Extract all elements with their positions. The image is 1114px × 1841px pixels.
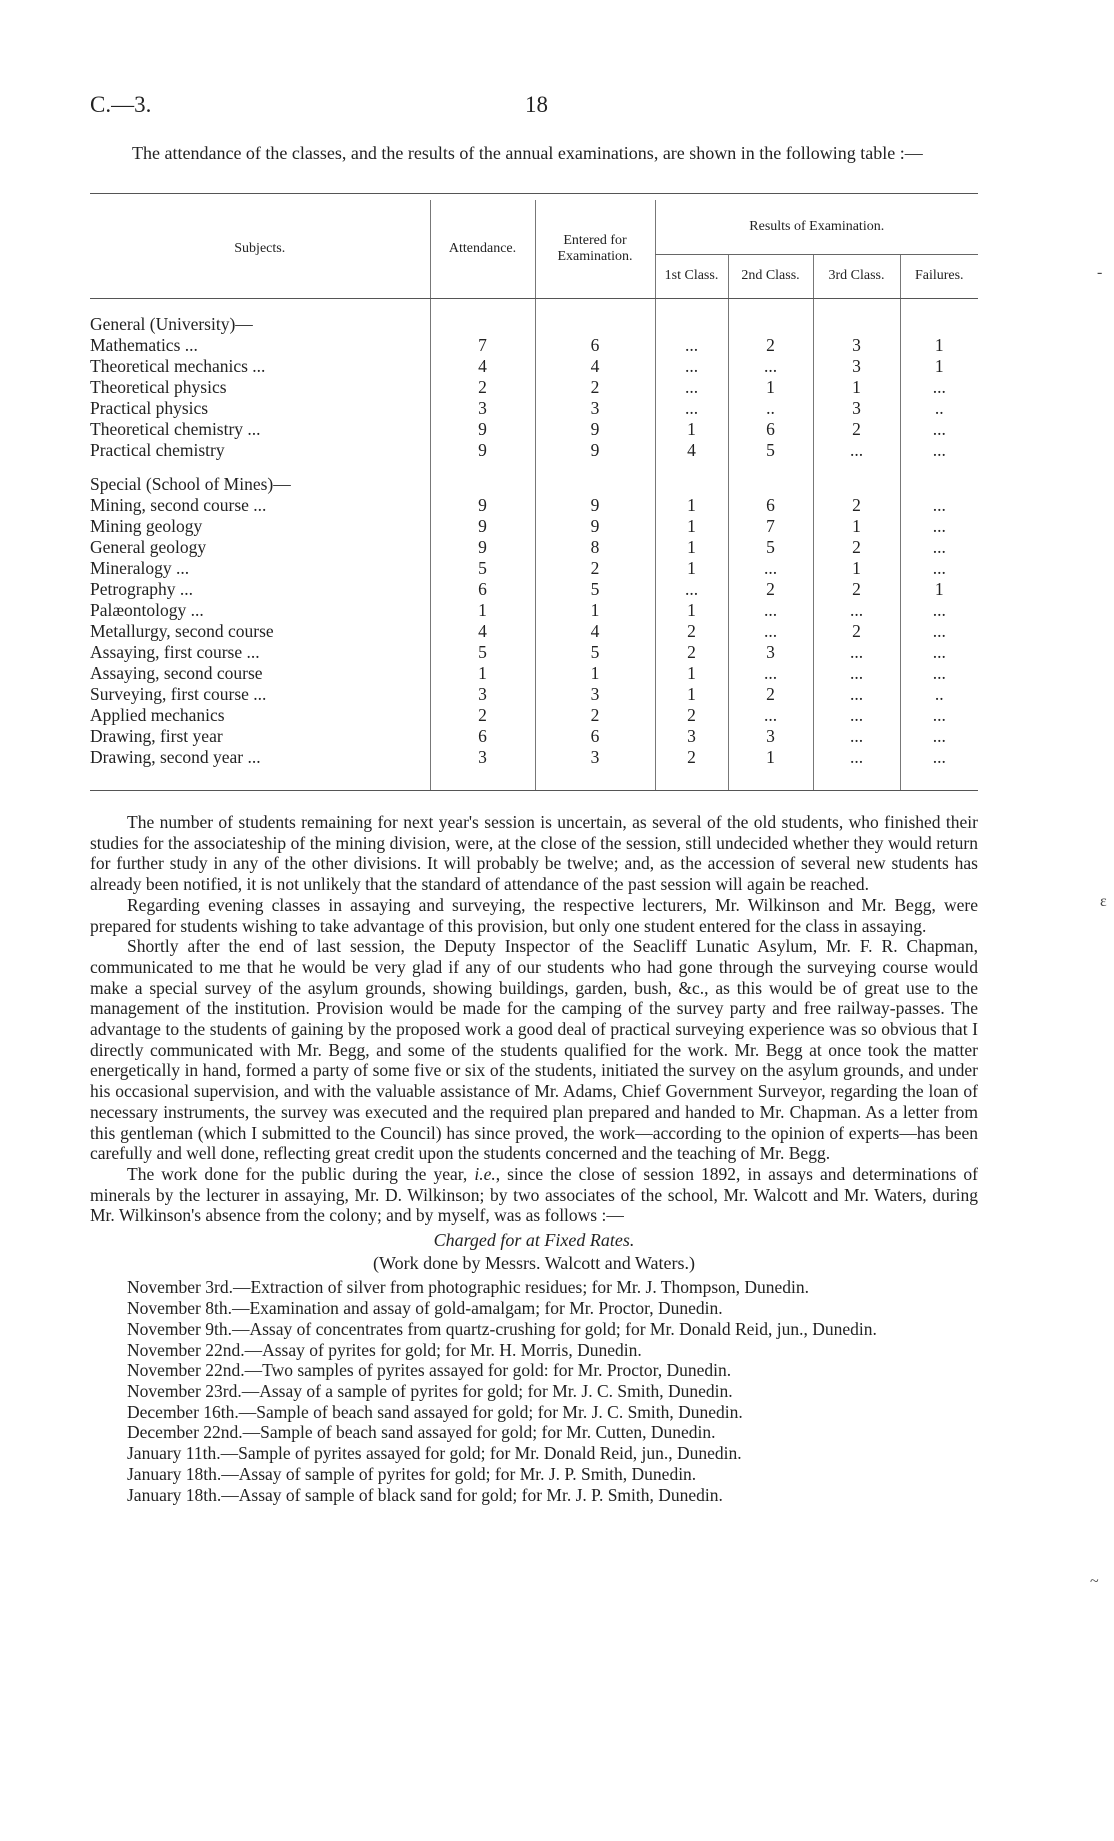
table-row bbox=[90, 747, 978, 768]
cell-first: ... bbox=[655, 356, 728, 377]
cell-entered: 1 bbox=[535, 600, 655, 621]
list-item: January 11th.—Sample of pyrites assayed for gold; for Mr. Donald Reid, jun., Dunedin. bbox=[127, 1443, 742, 1464]
subject-label: Palæontology ... bbox=[90, 600, 204, 620]
list-item: January 18th.—Assay of sample of pyrites for gold; for Mr. J. P. Smith, Dunedin. bbox=[127, 1463, 697, 1484]
table-row bbox=[90, 726, 978, 747]
cell-third: ... bbox=[813, 684, 900, 705]
cell-second: .. bbox=[728, 398, 813, 419]
cell-third: ... bbox=[813, 642, 900, 663]
cell-third: 2 bbox=[813, 495, 900, 516]
charged-heading: Charged for at Fixed Rates. bbox=[433, 1230, 635, 1251]
list-item: December 16th.—Sample of beach sand assayed for gold; for Mr. J. C. Smith, Dunedin. bbox=[127, 1401, 743, 1422]
table-row bbox=[90, 440, 978, 461]
cell-failures: ... bbox=[900, 600, 978, 621]
cell-first: 1 bbox=[655, 558, 728, 579]
subject-label: Surveying, first course ... bbox=[90, 684, 267, 704]
table-row bbox=[90, 642, 978, 663]
cell-failures: ... bbox=[900, 495, 978, 516]
cell-entered: 5 bbox=[535, 642, 655, 663]
cell-second: ... bbox=[728, 558, 813, 579]
table-row bbox=[90, 356, 978, 377]
table-row bbox=[90, 335, 978, 356]
header-results: Results of Examination. bbox=[655, 200, 978, 254]
cell-attendance: 9 bbox=[430, 419, 535, 440]
cell-first: 1 bbox=[655, 419, 728, 440]
work-by-heading: (Work done by Messrs. Walcott and Waters.) bbox=[373, 1252, 695, 1273]
cell-failures: ... bbox=[900, 558, 978, 579]
cell-second: 3 bbox=[728, 726, 813, 747]
list-item: November 22nd.—Two samples of pyrites assayed for gold: for Mr. Proctor, Dunedin. bbox=[127, 1360, 732, 1381]
cell-third: 2 bbox=[813, 537, 900, 558]
cell-failures: ... bbox=[900, 726, 978, 747]
cell-attendance: 2 bbox=[430, 705, 535, 726]
margin-mark: - bbox=[1097, 264, 1103, 281]
subject-label: General geology bbox=[90, 537, 207, 557]
cell-second: 5 bbox=[728, 440, 813, 461]
cell-failures: ... bbox=[900, 377, 978, 398]
cell-attendance: 6 bbox=[430, 726, 535, 747]
cell-third: 1 bbox=[813, 558, 900, 579]
subject-label: Applied mechanics bbox=[90, 705, 225, 725]
cell-failures: 1 bbox=[900, 335, 978, 356]
cell-third: 3 bbox=[813, 398, 900, 419]
cell-first: 2 bbox=[655, 621, 728, 642]
cell-second: 1 bbox=[728, 377, 813, 398]
cell-third: ... bbox=[813, 705, 900, 726]
cell-third: 2 bbox=[813, 579, 900, 600]
cell-entered: 2 bbox=[535, 705, 655, 726]
list-item: November 9th.—Assay of concentrates from quartz-crushing for gold; for Mr. Donald Reid, jun., Dunedin. bbox=[127, 1318, 877, 1339]
cell-second: ... bbox=[728, 663, 813, 684]
subject-label: Petrography ... bbox=[90, 579, 194, 599]
cell-third: 2 bbox=[813, 621, 900, 642]
subject-label: Drawing, first year bbox=[90, 726, 223, 746]
cell-entered: 9 bbox=[535, 495, 655, 516]
cell-third: ... bbox=[813, 440, 900, 461]
work-paragraph: The work done for the public during the year, i.e., since the close of session 1892, in assays and determinations of minerals by the lecturer in assaying, Mr. D. Wilkinson; by two associates of the school, Mr. Walcott and Mr. Waters, during Mr. Wilkinson's absence from the colony; and by myself, was as follows :— bbox=[90, 1163, 978, 1226]
cell-attendance: 9 bbox=[430, 440, 535, 461]
cell-second: ... bbox=[728, 600, 813, 621]
subject-label: Practical chemistry bbox=[90, 440, 225, 460]
cell-third: ... bbox=[813, 726, 900, 747]
cell-entered: 2 bbox=[535, 558, 655, 579]
cell-attendance: 1 bbox=[430, 600, 535, 621]
cell-first: ... bbox=[655, 398, 728, 419]
cell-entered: 3 bbox=[535, 747, 655, 768]
cell-attendance: 2 bbox=[430, 377, 535, 398]
cell-entered: 3 bbox=[535, 398, 655, 419]
cell-third: 1 bbox=[813, 377, 900, 398]
cell-entered: 8 bbox=[535, 537, 655, 558]
cell-entered: 4 bbox=[535, 356, 655, 377]
cell-attendance: 3 bbox=[430, 684, 535, 705]
table-top-rule bbox=[90, 193, 978, 194]
cell-failures: ... bbox=[900, 516, 978, 537]
table-row bbox=[90, 621, 978, 642]
header-attendance: Attendance. bbox=[430, 200, 535, 298]
cell-attendance: 6 bbox=[430, 579, 535, 600]
table-row bbox=[90, 600, 978, 621]
cell-attendance: 3 bbox=[430, 398, 535, 419]
cell-entered: 9 bbox=[535, 419, 655, 440]
intro-paragraph: The attendance of the classes, and the results of the annual examinations, are shown in the following table :— bbox=[132, 143, 923, 163]
list-item: November 22nd.—Assay of pyrites for gold; for Mr. H. Morris, Dunedin. bbox=[127, 1339, 642, 1360]
cell-entered: 6 bbox=[535, 726, 655, 747]
section-title: Special (School of Mines)— bbox=[90, 474, 291, 494]
cell-entered: 5 bbox=[535, 579, 655, 600]
subject-label: Mathematics ... bbox=[90, 335, 198, 355]
cell-first: ... bbox=[655, 579, 728, 600]
cell-first: 1 bbox=[655, 600, 728, 621]
cell-second: 2 bbox=[728, 335, 813, 356]
table-row bbox=[90, 377, 978, 398]
cell-attendance: 1 bbox=[430, 663, 535, 684]
cell-failures: 1 bbox=[900, 356, 978, 377]
list-item: November 8th.—Examination and assay of gold-amalgam; for Mr. Proctor, Dunedin. bbox=[127, 1298, 723, 1319]
margin-mark: ~ bbox=[1090, 1573, 1099, 1590]
cell-entered: 6 bbox=[535, 335, 655, 356]
cell-failures: ... bbox=[900, 642, 978, 663]
subject-label: Theoretical chemistry ... bbox=[90, 419, 261, 439]
cell-failures: ... bbox=[900, 419, 978, 440]
subject-label: Theoretical physics bbox=[90, 377, 227, 397]
cell-first: 1 bbox=[655, 495, 728, 516]
cell-second: ... bbox=[728, 356, 813, 377]
entries-list bbox=[90, 1277, 978, 1505]
document-reference: C.—3. bbox=[90, 92, 152, 117]
cell-attendance: 5 bbox=[430, 558, 535, 579]
cell-third: ... bbox=[813, 663, 900, 684]
cell-first: 1 bbox=[655, 537, 728, 558]
subject-label: Theoretical mechanics ... bbox=[90, 356, 266, 376]
cell-entered: 3 bbox=[535, 684, 655, 705]
cell-first: 1 bbox=[655, 663, 728, 684]
list-item: November 23rd.—Assay of a sample of pyrites for gold; for Mr. J. C. Smith, Dunedin. bbox=[127, 1380, 733, 1401]
cell-third: 1 bbox=[813, 516, 900, 537]
subject-label: Practical physics bbox=[90, 398, 209, 418]
cell-third: 3 bbox=[813, 356, 900, 377]
cell-entered: 2 bbox=[535, 377, 655, 398]
cell-attendance: 4 bbox=[430, 621, 535, 642]
header-entered: Entered for Examination. bbox=[535, 200, 655, 298]
header-third-class: 3rd Class. bbox=[813, 254, 900, 298]
table-row bbox=[90, 537, 978, 558]
cell-first: 4 bbox=[655, 440, 728, 461]
cell-failures: .. bbox=[900, 398, 978, 419]
results-table bbox=[90, 200, 978, 791]
cell-first: ... bbox=[655, 335, 728, 356]
cell-second: ... bbox=[728, 621, 813, 642]
cell-failures: .. bbox=[900, 684, 978, 705]
cell-second: 3 bbox=[728, 642, 813, 663]
cell-first: 2 bbox=[655, 747, 728, 768]
cell-failures: ... bbox=[900, 621, 978, 642]
table-row bbox=[90, 579, 978, 600]
cell-first: 2 bbox=[655, 705, 728, 726]
header-first-class: 1st Class. bbox=[655, 254, 728, 298]
cell-first: ... bbox=[655, 377, 728, 398]
cell-first: 3 bbox=[655, 726, 728, 747]
cell-attendance: 9 bbox=[430, 516, 535, 537]
cell-failures: ... bbox=[900, 440, 978, 461]
subject-label: Assaying, first course ... bbox=[90, 642, 260, 662]
cell-first: 1 bbox=[655, 516, 728, 537]
cell-entered: 1 bbox=[535, 663, 655, 684]
table-row bbox=[90, 663, 978, 684]
paragraph: Regarding evening classes in assaying and surveying, the respective lecturers, Mr. Wilkinson and Mr. Begg, were prepared for students wishing to take advantage of this provision, but only one student entered for the class in assaying. bbox=[90, 894, 978, 936]
list-item: December 22nd.—Sample of beach sand assayed for gold; for Mr. Cutten, Dunedin. bbox=[127, 1422, 716, 1443]
cell-first: 1 bbox=[655, 684, 728, 705]
subject-label: Mineralogy ... bbox=[90, 558, 190, 578]
subject-label: Mining geology bbox=[90, 516, 203, 536]
table-row bbox=[90, 705, 978, 726]
cell-third: 2 bbox=[813, 419, 900, 440]
cell-first: 2 bbox=[655, 642, 728, 663]
cell-second: 6 bbox=[728, 419, 813, 440]
table-row bbox=[90, 398, 978, 419]
cell-entered: 4 bbox=[535, 621, 655, 642]
subject-label: Mining, second course ... bbox=[90, 495, 267, 515]
cell-attendance: 4 bbox=[430, 356, 535, 377]
page-number: 18 bbox=[525, 92, 548, 117]
cell-failures: ... bbox=[900, 705, 978, 726]
header-subjects: Subjects. bbox=[90, 200, 430, 298]
table-row bbox=[90, 684, 978, 705]
cell-failures: ... bbox=[900, 537, 978, 558]
cell-failures: 1 bbox=[900, 579, 978, 600]
cell-third: ... bbox=[813, 747, 900, 768]
paragraph: Shortly after the end of last session, the Deputy Inspector of the Seacliff Lunatic Asylum, Mr. F. R. Chapman, communicated to me that he would be very glad if any of our students who had gone through the surveying course would make a special survey of the asylum grounds, showing buildings, garden, bush, &c., as this would be of great use to the management of the institution. Provision would be made for the camping of the survey party and free railway-passes. The advantage to the students of gaining by the proposed work a good deal of practical surveying experience was so obvious that I directly communicated with Mr. Begg, and some of the students qualified for the work. Mr. Begg at once took the matter energetically in hand, formed a party of some five or six of the students, initiated the survey on the asylum grounds, and under his occasional supervision, and with the valuable assistance of Mr. Adams, Chief Government Surveyor, regarding the loan of necessary instruments, the survey was executed and the required plan prepared and handed to Mr. Chapman. As a letter from this gentleman (which I submitted to the Council) has since proved, the work—according to the opinion of experts—has been carefully and well done, reflecting great credit upon the students concerned and the teaching of Mr. Begg. bbox=[90, 936, 978, 1164]
header-second-class: 2nd Class. bbox=[728, 254, 813, 298]
header-failures: Failures. bbox=[900, 254, 978, 298]
cell-attendance: 3 bbox=[430, 747, 535, 768]
table-row bbox=[90, 495, 978, 516]
subject-label: Drawing, second year ... bbox=[90, 747, 261, 767]
cell-attendance: 9 bbox=[430, 495, 535, 516]
cell-failures: ... bbox=[900, 747, 978, 768]
section-title: General (University)— bbox=[90, 314, 253, 334]
cell-entered: 9 bbox=[535, 440, 655, 461]
table-row bbox=[90, 419, 978, 440]
cell-attendance: 7 bbox=[430, 335, 535, 356]
cell-failures: ... bbox=[900, 663, 978, 684]
cell-second: 1 bbox=[728, 747, 813, 768]
body-text bbox=[90, 812, 978, 1505]
subject-label: Assaying, second course bbox=[90, 663, 263, 683]
cell-attendance: 5 bbox=[430, 642, 535, 663]
cell-third: 3 bbox=[813, 335, 900, 356]
table-row bbox=[90, 516, 978, 537]
cell-second: ... bbox=[728, 705, 813, 726]
cell-second: 2 bbox=[728, 579, 813, 600]
list-item: January 18th.—Assay of sample of black sand for gold; for Mr. J. P. Smith, Dunedin. bbox=[127, 1484, 723, 1505]
subject-label: Metallurgy, second course bbox=[90, 621, 274, 641]
table-row bbox=[90, 558, 978, 579]
list-item: November 3rd.—Extraction of silver from photographic residues; for Mr. J. Thompson, Dunedin. bbox=[127, 1277, 810, 1298]
paragraph: The number of students remaining for next year's session is uncertain, as several of the old students, who finished their studies for the associateship of the mining division, were, at the close of the session, still undecided whether they would return for further study in any of the other divisions. It will probably be twelve; and, as the accession of several new students has already been notified, it is not unlikely that the standard of attendance of the past session will again be reached. bbox=[90, 812, 978, 895]
cell-second: 7 bbox=[728, 516, 813, 537]
cell-entered: 9 bbox=[535, 516, 655, 537]
cell-third: ... bbox=[813, 600, 900, 621]
cell-attendance: 9 bbox=[430, 537, 535, 558]
margin-mark: ɛ bbox=[1100, 893, 1107, 910]
cell-second: 5 bbox=[728, 537, 813, 558]
cell-second: 6 bbox=[728, 495, 813, 516]
cell-second: 2 bbox=[728, 684, 813, 705]
